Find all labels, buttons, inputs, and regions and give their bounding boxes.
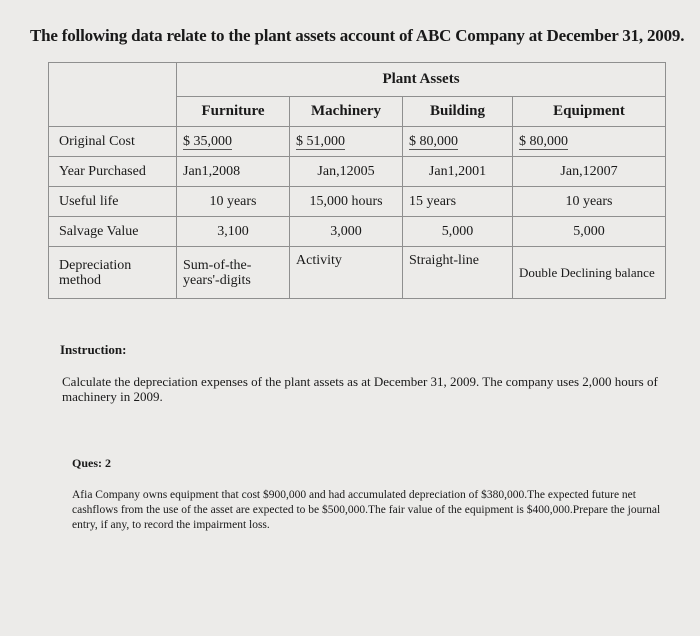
row-label-depreciation-method: Depreciation method (49, 247, 177, 299)
table-cell: Jan,12005 (290, 157, 403, 187)
col-header-machinery: Machinery (290, 97, 403, 127)
row-label-salvage-value: Salvage Value (49, 217, 177, 247)
row-label-useful-life: Useful life (49, 187, 177, 217)
table-row (49, 187, 666, 217)
document-title: The following data relate to the plant assets account of ABC Company at December 31, 2009. (30, 26, 685, 45)
table-row (49, 217, 666, 247)
table-cell: Double Declining balance (513, 247, 666, 299)
table-cell: Jan1,2008 (177, 157, 290, 187)
row-label-original-cost: Original Cost (49, 127, 177, 157)
table-cell (513, 127, 666, 157)
table-row (49, 247, 666, 299)
instruction-label: Instruction: (60, 342, 127, 357)
table-cell (290, 127, 403, 157)
plant-assets-header: Plant Assets (177, 63, 666, 97)
empty-corner-cell (49, 63, 177, 127)
col-header-furniture: Furniture (177, 97, 290, 127)
table-cell: 5,000 (403, 217, 513, 247)
row-label-year-purchased: Year Purchased (49, 157, 177, 187)
table-cell: 3,000 (290, 217, 403, 247)
table-cell: Activity (290, 247, 403, 299)
table-cell: Straight-line (403, 247, 513, 299)
instruction-text: Calculate the depreciation expenses of the plant assets as at December 31, 2009. The company uses 2,000 hours of machinery in 2009. (62, 374, 658, 404)
table-cell: 5,000 (513, 217, 666, 247)
cell-value: $ 51,000 (296, 133, 345, 149)
table-cell: 10 years (177, 187, 290, 217)
col-header-building: Building (403, 97, 513, 127)
table-cell: Jan,12007 (513, 157, 666, 187)
question-label: Ques: 2 (72, 456, 111, 470)
table-cell: 15 years (403, 187, 513, 217)
plant-assets-table (48, 62, 666, 299)
question-text: Afia Company owns equipment that cost $900,000 and had accumulated depreciation of $380,000.The expected future net cashflows from the use of the asset are expected to be $500,000.The fair value of the equipment is $400,000.Prepare the journal entry, if any, to record the impairment loss. (72, 489, 661, 531)
table-cell: 15,000 hours (290, 187, 403, 217)
cell-value: $ 80,000 (519, 133, 568, 149)
table-cell: 3,100 (177, 217, 290, 247)
table-cell: Sum-of-the-years'-digits (177, 247, 290, 299)
table-row (49, 127, 666, 157)
table-row (49, 157, 666, 187)
table-cell: Jan1,2001 (403, 157, 513, 187)
table-cell (177, 127, 290, 157)
cell-value: $ 80,000 (409, 133, 458, 149)
table-cell (403, 127, 513, 157)
col-header-equipment: Equipment (513, 97, 666, 127)
cell-value: $ 35,000 (183, 133, 232, 149)
table-cell: 10 years (513, 187, 666, 217)
